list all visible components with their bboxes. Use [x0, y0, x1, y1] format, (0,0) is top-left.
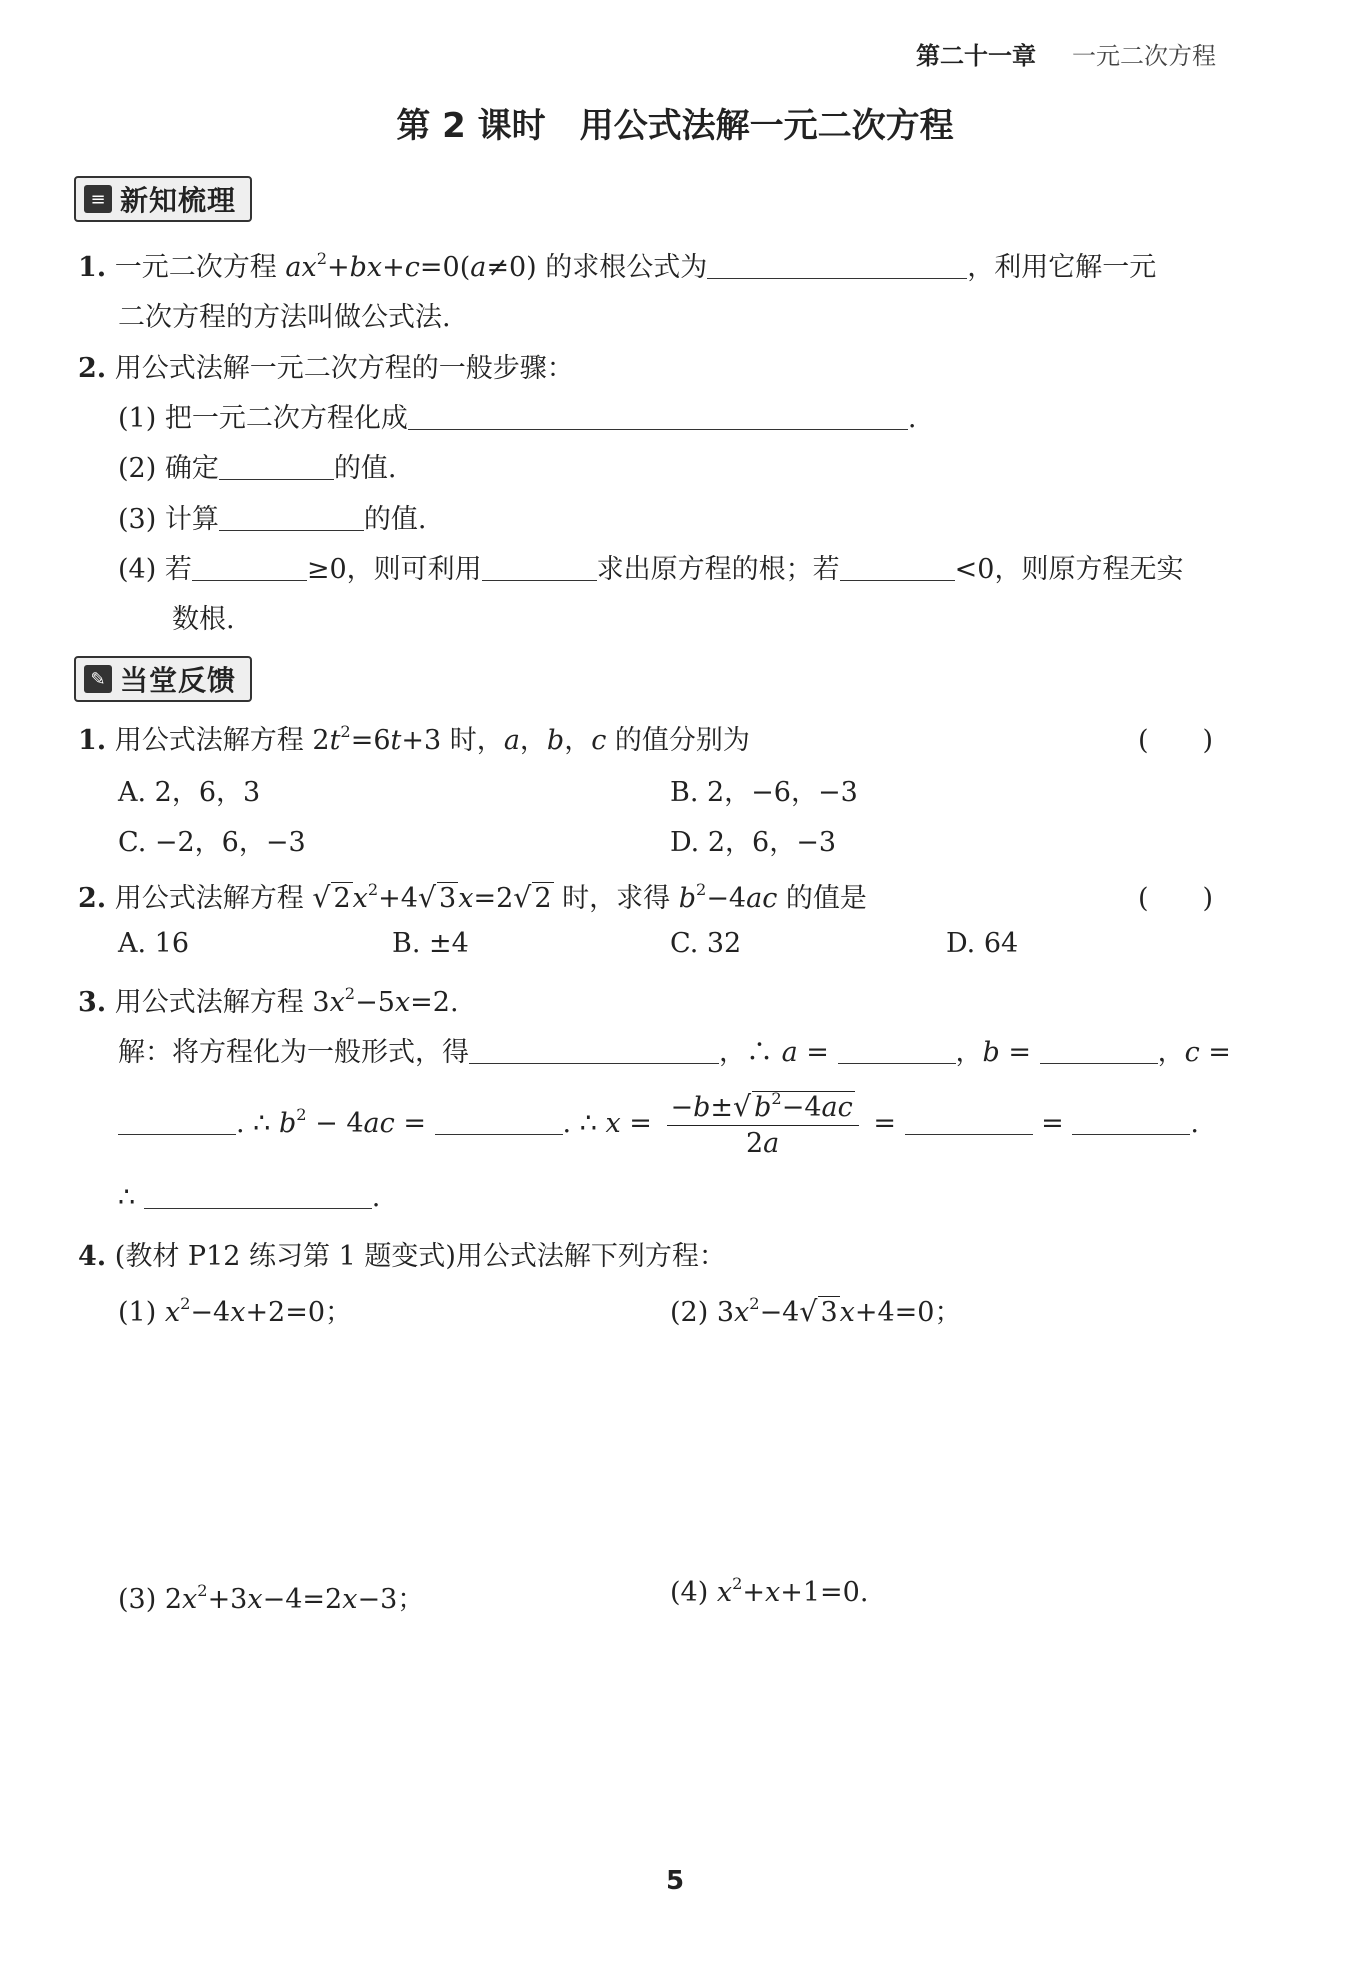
- answer-bracket[interactable]: ( ): [1138, 725, 1214, 756]
- answer-blank[interactable]: [840, 552, 955, 581]
- quadratic-formula: $\frac{-b\pm√ b^2-4ac}{2a}$: [667, 1090, 859, 1159]
- answer-blank[interactable]: [1040, 1035, 1158, 1064]
- q2-option-c[interactable]: C. 32: [670, 928, 742, 959]
- q1-option-b[interactable]: B. 2，−6，−3: [670, 777, 858, 808]
- answer-blank[interactable]: [707, 250, 967, 279]
- pencil-icon: ✎: [84, 665, 112, 693]
- question-3: 3. 用公式法解方程 $3x^2-5x=2$.: [78, 983, 459, 1018]
- section-label: 新知梳理: [120, 184, 237, 217]
- question-2: 2. 用公式法解方程 √ $2x^2+4√$ 3x=2√ 2 时，求得 $b^2-4ac$ 的值是: [78, 879, 867, 914]
- q3-solution-line-3: ∴ .: [118, 1180, 380, 1213]
- book-icon: ≡: [84, 185, 112, 213]
- q1-option-c[interactable]: C. −2，6，−3: [118, 827, 306, 858]
- q4-part-2: (2) $3x^2-4√$ 3x+4=0；: [670, 1293, 962, 1328]
- q4-part-1: (1) $x^2-4x+2=0$；: [118, 1293, 353, 1328]
- chapter-label: 第二十一章: [916, 42, 1036, 70]
- chapter-topic: 一元二次方程: [1072, 42, 1216, 70]
- step-4: (4) 若 ≥0，则可利用 求出原方程的根；若 <0，则原方程无实: [118, 547, 1183, 586]
- section-label: 当堂反馈: [120, 664, 237, 697]
- q3-solution-line-2: . ∴ $b^2 - 4ac$ = . ∴ x = $\frac{-b\pm√ b^2-4ac}{2a}$ = = .: [118, 1090, 1199, 1159]
- step-2: (2) 确定 的值.: [118, 446, 396, 485]
- question-1: 1. 用公式法解方程 $2t^2=6t+3$ 时，a，b，c 的值分别为: [78, 721, 750, 756]
- answer-blank[interactable]: [408, 401, 908, 430]
- answer-blank[interactable]: [1072, 1106, 1190, 1135]
- page-number: 5: [665, 1866, 685, 1896]
- q3-solution-line-1: 解：将方程化为一般形式，得 ，∴ a = ，b = ，c =: [118, 1030, 1231, 1069]
- answer-blank[interactable]: [144, 1180, 372, 1209]
- step-3: (3) 计算 的值.: [118, 497, 426, 536]
- answer-blank[interactable]: [838, 1035, 956, 1064]
- q2-option-b[interactable]: B. ±4: [392, 928, 469, 959]
- answer-blank[interactable]: [905, 1106, 1033, 1135]
- answer-blank[interactable]: [118, 1106, 236, 1135]
- answer-bracket[interactable]: ( ): [1138, 883, 1214, 914]
- s1-question-1: 1. 一元二次方程 $ax^2+bx+c=0(a\ne 0)$ 的求根公式为 ，利用它解一元: [78, 248, 1157, 283]
- step-4-cont: 数根.: [172, 604, 235, 635]
- page-title: 第 2 课时 用公式法解一元二次方程: [396, 106, 954, 146]
- answer-blank[interactable]: [482, 552, 597, 581]
- q2-option-a[interactable]: A. 16: [118, 928, 190, 959]
- s1-question-2: 2. 用公式法解一元二次方程的一般步骤：: [78, 353, 574, 384]
- answer-blank[interactable]: [219, 451, 334, 480]
- answer-blank[interactable]: [435, 1106, 563, 1135]
- q2-option-d[interactable]: D. 64: [946, 928, 1019, 959]
- answer-blank[interactable]: [219, 502, 364, 531]
- question-4: 4. (教材 P12 练习第 1 题变式)用公式法解下列方程：: [78, 1241, 726, 1272]
- q4-part-4: (4) $x^2+x+1=0$.: [670, 1573, 869, 1608]
- step-1: (1) 把一元二次方程化成 .: [118, 396, 916, 435]
- q4-part-3: (3) $2x^2+3x-4=2x-3$；: [118, 1580, 425, 1615]
- q1-option-d[interactable]: D. 2，6，−3: [670, 827, 837, 858]
- section-header-feedback: [74, 656, 252, 702]
- answer-blank[interactable]: [192, 552, 307, 581]
- answer-blank[interactable]: [469, 1035, 719, 1064]
- s1-question-1-cont: 二次方程的方法叫做公式法.: [118, 302, 451, 333]
- q1-option-a[interactable]: A. 2，6，3: [118, 777, 261, 808]
- section-header-new-knowledge: [74, 176, 252, 222]
